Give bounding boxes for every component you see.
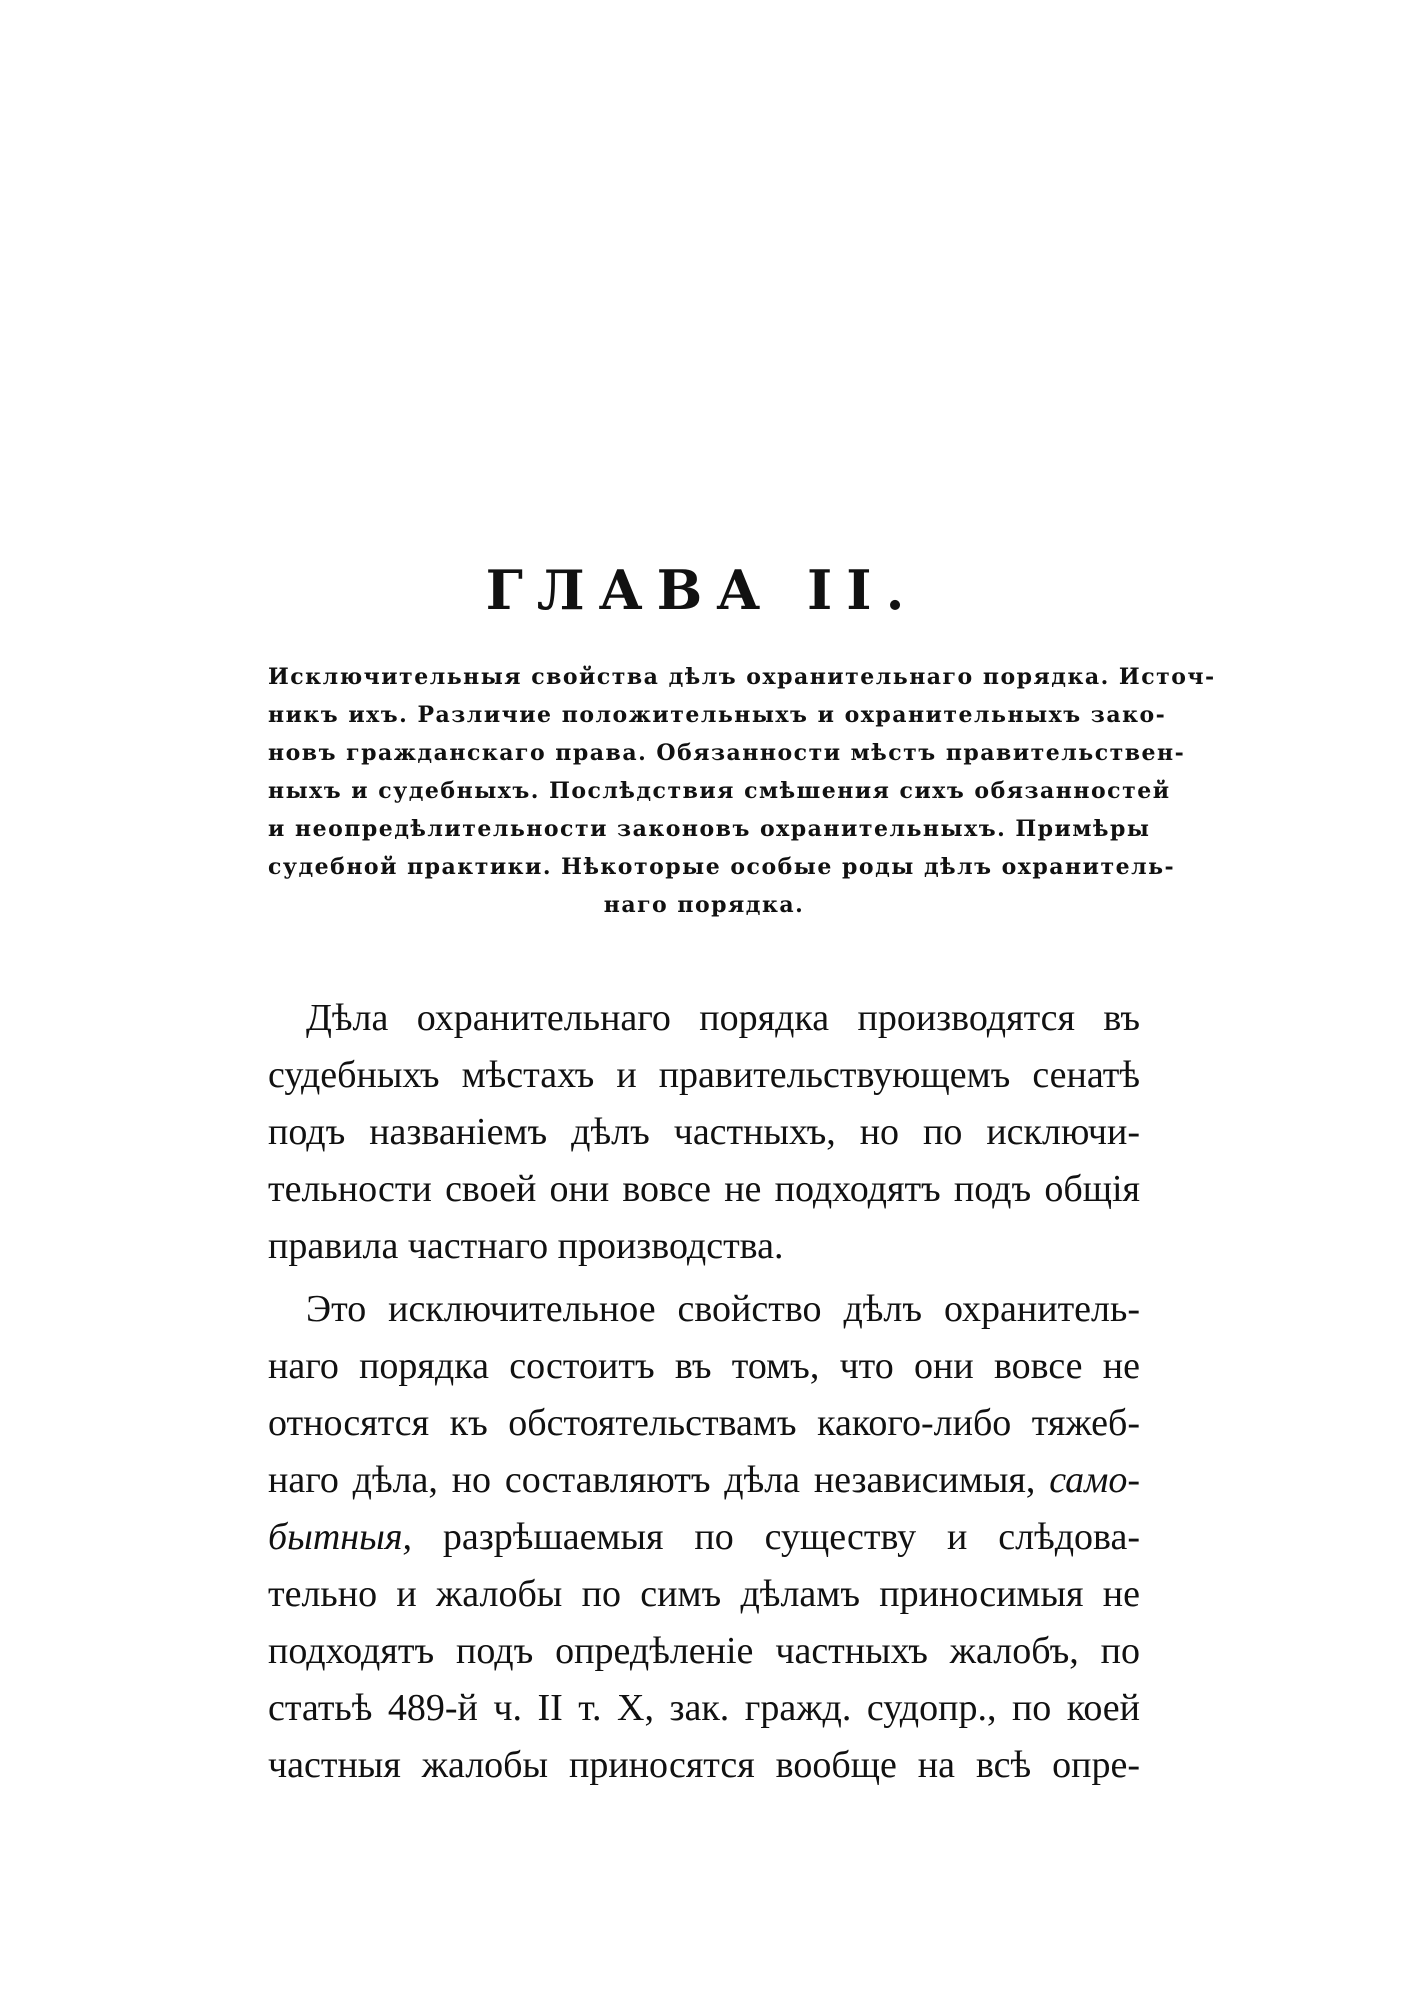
text-line: подходятъ подъ опредѣленіе частныхъ жалобъ, по [268,1630,1140,1672]
text-line: правила частнаго производства. [268,1225,784,1267]
text-line: подъ названіемъ дѣлъ частныхъ, но по исключи- [268,1111,1140,1153]
text-line: Дѣла охранительнаго порядка производятся въ [306,997,1140,1039]
text-line: Это исключительное свойство дѣлъ охранитель- [306,1288,1140,1330]
summary-line: новъ гражданскаго права. Обязанности мѣстъ правительствен- [268,740,1186,766]
text-line [268,1452,1140,1509]
paragraph-1 [268,990,1140,1275]
text-line: тельно и жалобы по симъ дѣламъ приносимыя не [268,1573,1140,1615]
body-text [268,990,1140,1794]
paragraph-2 [268,1281,1140,1794]
text-segment: разрѣшаемыя по существу и слѣдова- [412,1516,1140,1558]
text-line: частныя жалобы приносятся вообще на всѣ опре- [268,1744,1140,1786]
summary-line: наго порядка. [603,892,805,918]
summary-line: судебной практики. Нѣкоторые особые роды дѣлъ охранитель- [268,854,1176,880]
summary-line: ныхъ и судебныхъ. Послѣдствия смѣшения сихъ обязанностей [268,778,1171,804]
chapter-heading: ГЛАВА II. [485,558,919,622]
text-line: наго порядка состоитъ въ томъ, что они вовсе не [268,1345,1140,1387]
summary-line: и неопредѣлительности законовъ охранительныхъ. Примѣры [268,816,1151,842]
text-line: тельности своей они вовсе не подходятъ подъ общія [268,1168,1140,1210]
text-line [268,1509,1140,1566]
italic-segment: само- [1049,1459,1140,1501]
summary-line: никъ ихъ. Различие положительныхъ и охранительныхъ зако- [268,702,1167,728]
summary-line: Исключительныя свойства дѣлъ охранительнаго порядка. Источ- [268,664,1216,690]
text-segment: наго дѣла, но составляютъ дѣла независимыя, [268,1459,1050,1501]
text-line: статьѣ 489-й ч. II т. X, зак. гражд. судопр., по коей [268,1687,1140,1729]
chapter-summary [268,658,1216,924]
text-line: судебныхъ мѣстахъ и правительствующемъ сенатѣ [268,1054,1140,1096]
italic-segment: бытныя, [268,1516,413,1558]
text-line: относятся къ обстоятельствамъ какого-либо тяжеб- [268,1402,1140,1444]
